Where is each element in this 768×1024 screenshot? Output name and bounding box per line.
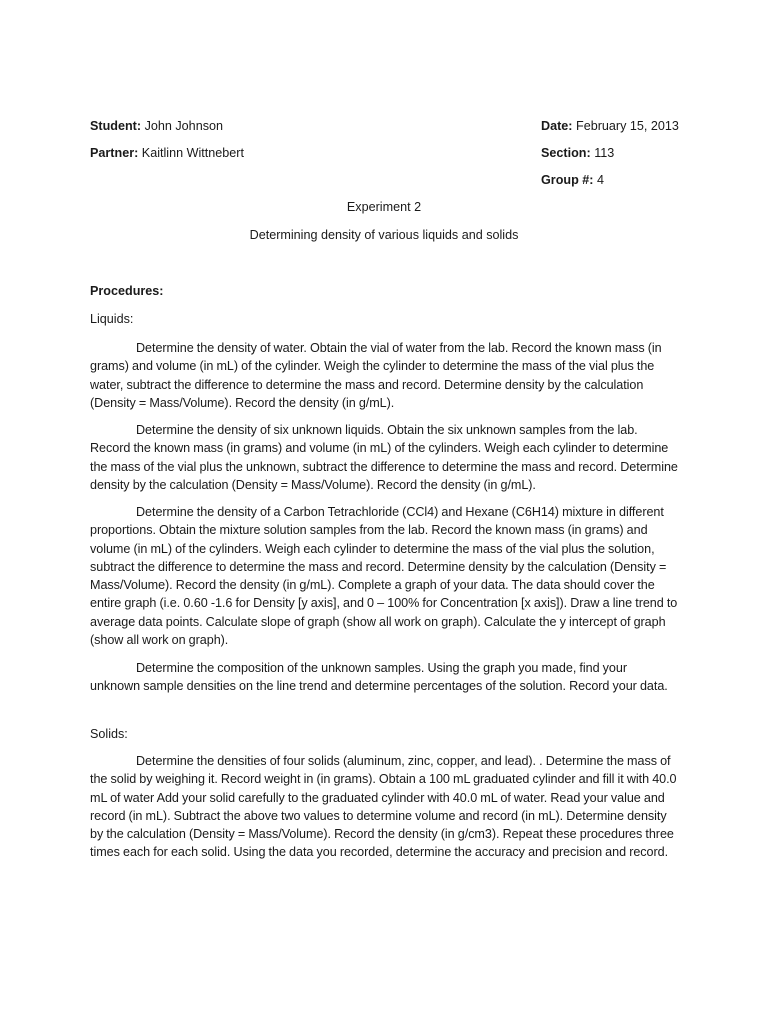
student-label: Student:	[90, 119, 142, 133]
group-label: Group #:	[541, 173, 594, 187]
solids-heading: Solids:	[90, 727, 128, 741]
partner-label: Partner:	[90, 146, 139, 160]
section-value: 113	[594, 146, 615, 160]
section-label: Section:	[541, 146, 591, 160]
solids-paragraph: Determine the densities of four solids (aluminum, zinc, copper, and lead). . Determine the mass of the solid by weighing it. Record weight in (in grams). Obtain a 100 mL graduated cylinder and fill it with 40.0 mL of water Add your solid carefully to the graduated cylinder with 40.0 mL of water. Read your value and record (in mL). Subtract the above two values to determine volume and record (in mL). Determine density by the calculation (Density = Mass/Volume). Record the density (in g/cm3). Repeat these procedures three times each for each solid. Using the data you recorded, determine the accuracy and precision and record.	[90, 754, 677, 860]
experiment-subtitle: Determining density of various liquids and solids	[249, 228, 519, 242]
date-value: February 15, 2013	[576, 119, 679, 133]
liquids-paragraph-composition: Determine the composition of the unknown samples. Using the graph you made, find your unknown sample densities on the line trend and determine percentages of the solution. Record your data.	[90, 661, 668, 694]
procedures-heading: Procedures:	[90, 284, 164, 298]
partner-name: Kaitlinn Wittnebert	[141, 146, 244, 160]
partner-field	[90, 144, 244, 162]
liquids-paragraph-mixture: Determine the density of a Carbon Tetrachloride (CCl4) and Hexane (C6H14) mixture in different proportions. Obtain the mixture solution samples from the lab. Record the known mass (in grams) and volume (in mL) of the cylinders. Weigh each cylinder to determine the mass of the vial plus the solution, subtract the difference to determine the mass and record. Determine density by the calculation (Density = Mass/Volume). Record the density (in g/mL). Complete a graph of your data. The data should cover the entire graph (i.e. 0.60 -1.6 for Density [y axis], and 0 – 100% for Concentration [x axis]). Draw a line trend to average data points. Calculate slope of graph (show all work on graph). Calculate the y intercept of graph (show all work on graph).	[90, 505, 678, 648]
liquids-paragraph-unknowns: Determine the density of six unknown liquids. Obtain the six unknown samples from the lab. Record the known mass (in grams) and volume (in mL) of the cylinders. Weigh each cylinder to determine the mass of the vial plus the unknown, subtract the difference to determine the mass and record. Determine density by the calculation (Density = Mass/Volume). Record the density (in g/mL).	[90, 423, 678, 492]
date-label: Date:	[541, 119, 573, 133]
date-field	[541, 117, 679, 135]
liquids-heading: Liquids:	[90, 312, 134, 326]
student-name: John Johnson	[144, 119, 224, 133]
student-field	[90, 117, 223, 135]
experiment-title: Experiment 2	[346, 200, 422, 214]
group-value: 4	[596, 173, 604, 187]
group-field	[541, 171, 604, 189]
section-field	[541, 144, 614, 162]
liquids-paragraph-water: Determine the density of water. Obtain the vial of water from the lab. Record the known mass (in grams) and volume (in mL) of the cylinder. Weigh the cylinder to determine the mass of the vial plus the water, subtract the difference to determine the mass and record. Determine density by the calculation (Density = Mass/Volume). Record the density (in g/mL).	[90, 341, 662, 410]
